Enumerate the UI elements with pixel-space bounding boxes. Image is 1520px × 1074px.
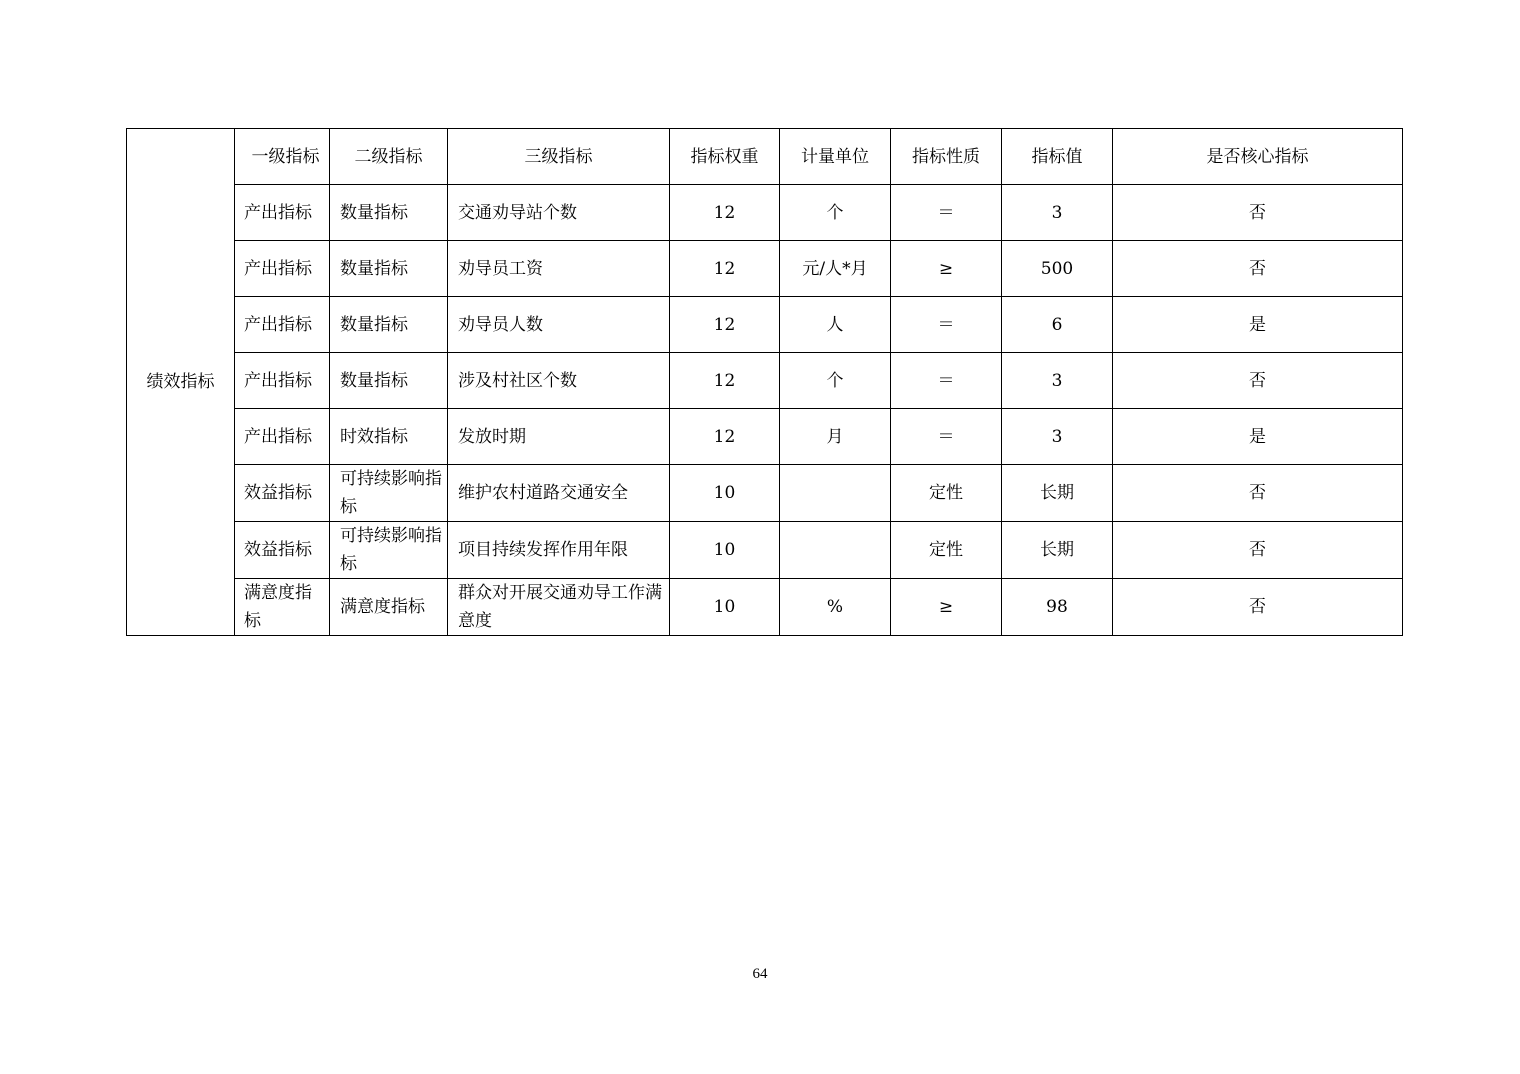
header-unit: 计量单位 [780, 129, 891, 185]
table-row [127, 522, 1403, 579]
unit-cell [780, 465, 891, 522]
level1-cell: 效益指标 [235, 522, 330, 579]
core-cell: 是 [1113, 297, 1403, 353]
table-row [127, 579, 1403, 636]
weight-cell: 12 [670, 353, 780, 409]
core-cell: 否 [1113, 185, 1403, 241]
weight-cell: 10 [670, 465, 780, 522]
core-cell: 否 [1113, 579, 1403, 636]
nature-cell: ≥ [891, 241, 1002, 297]
unit-cell: 月 [780, 409, 891, 465]
unit-cell: 个 [780, 353, 891, 409]
table-row [127, 185, 1403, 241]
level2-cell: 可持续影响指标 [330, 465, 448, 522]
unit-cell [780, 522, 891, 579]
level1-cell: 产出指标 [235, 409, 330, 465]
header-value: 指标值 [1002, 129, 1113, 185]
weight-cell: 10 [670, 522, 780, 579]
section-label-cell: 绩效指标 [127, 129, 235, 636]
header-core: 是否核心指标 [1113, 129, 1403, 185]
unit-cell: 元/人*月 [780, 241, 891, 297]
header-nature: 指标性质 [891, 129, 1002, 185]
level3-cell: 涉及村社区个数 [448, 353, 670, 409]
level2-cell: 数量指标 [330, 353, 448, 409]
table-header-row [127, 129, 1403, 185]
value-cell: 长期 [1002, 522, 1113, 579]
level1-cell: 产出指标 [235, 297, 330, 353]
nature-cell: ≥ [891, 579, 1002, 636]
level2-cell: 数量指标 [330, 241, 448, 297]
performance-indicator-table [126, 128, 1403, 636]
level1-cell: 产出指标 [235, 241, 330, 297]
value-cell: 98 [1002, 579, 1113, 636]
level1-cell: 产出指标 [235, 353, 330, 409]
nature-cell: 定性 [891, 465, 1002, 522]
header-level3: 三级指标 [448, 129, 670, 185]
table-row [127, 297, 1403, 353]
level2-cell: 可持续影响指标 [330, 522, 448, 579]
table-row [127, 241, 1403, 297]
value-cell: 3 [1002, 353, 1113, 409]
value-cell: 3 [1002, 409, 1113, 465]
nature-cell: ＝ [891, 185, 1002, 241]
weight-cell: 12 [670, 409, 780, 465]
value-cell: 3 [1002, 185, 1113, 241]
nature-cell: 定性 [891, 522, 1002, 579]
level1-cell: 效益指标 [235, 465, 330, 522]
level1-cell: 满意度指标 [235, 579, 330, 636]
header-weight: 指标权重 [670, 129, 780, 185]
nature-cell: ＝ [891, 353, 1002, 409]
table-row [127, 353, 1403, 409]
nature-cell: ＝ [891, 409, 1002, 465]
table-row [127, 409, 1403, 465]
page-number: 64 [752, 966, 768, 982]
level1-cell: 产出指标 [235, 185, 330, 241]
table-row [127, 465, 1403, 522]
value-cell: 6 [1002, 297, 1113, 353]
value-cell: 500 [1002, 241, 1113, 297]
core-cell: 否 [1113, 522, 1403, 579]
level3-cell: 群众对开展交通劝导工作满意度 [448, 579, 670, 636]
level2-cell: 数量指标 [330, 297, 448, 353]
level2-cell: 时效指标 [330, 409, 448, 465]
weight-cell: 12 [670, 241, 780, 297]
core-cell: 否 [1113, 241, 1403, 297]
weight-cell: 10 [670, 579, 780, 636]
header-level2: 二级指标 [330, 129, 448, 185]
level2-cell: 满意度指标 [330, 579, 448, 636]
core-cell: 否 [1113, 465, 1403, 522]
weight-cell: 12 [670, 297, 780, 353]
value-cell: 长期 [1002, 465, 1113, 522]
unit-cell: 人 [780, 297, 891, 353]
nature-cell: ＝ [891, 297, 1002, 353]
core-cell: 否 [1113, 353, 1403, 409]
level3-cell: 维护农村道路交通安全 [448, 465, 670, 522]
level2-cell: 数量指标 [330, 185, 448, 241]
unit-cell: % [780, 579, 891, 636]
header-level1: 一级指标 [235, 129, 330, 185]
core-cell: 是 [1113, 409, 1403, 465]
level3-cell: 项目持续发挥作用年限 [448, 522, 670, 579]
level3-cell: 交通劝导站个数 [448, 185, 670, 241]
level3-cell: 劝导员人数 [448, 297, 670, 353]
level3-cell: 劝导员工资 [448, 241, 670, 297]
unit-cell: 个 [780, 185, 891, 241]
level3-cell: 发放时期 [448, 409, 670, 465]
weight-cell: 12 [670, 185, 780, 241]
